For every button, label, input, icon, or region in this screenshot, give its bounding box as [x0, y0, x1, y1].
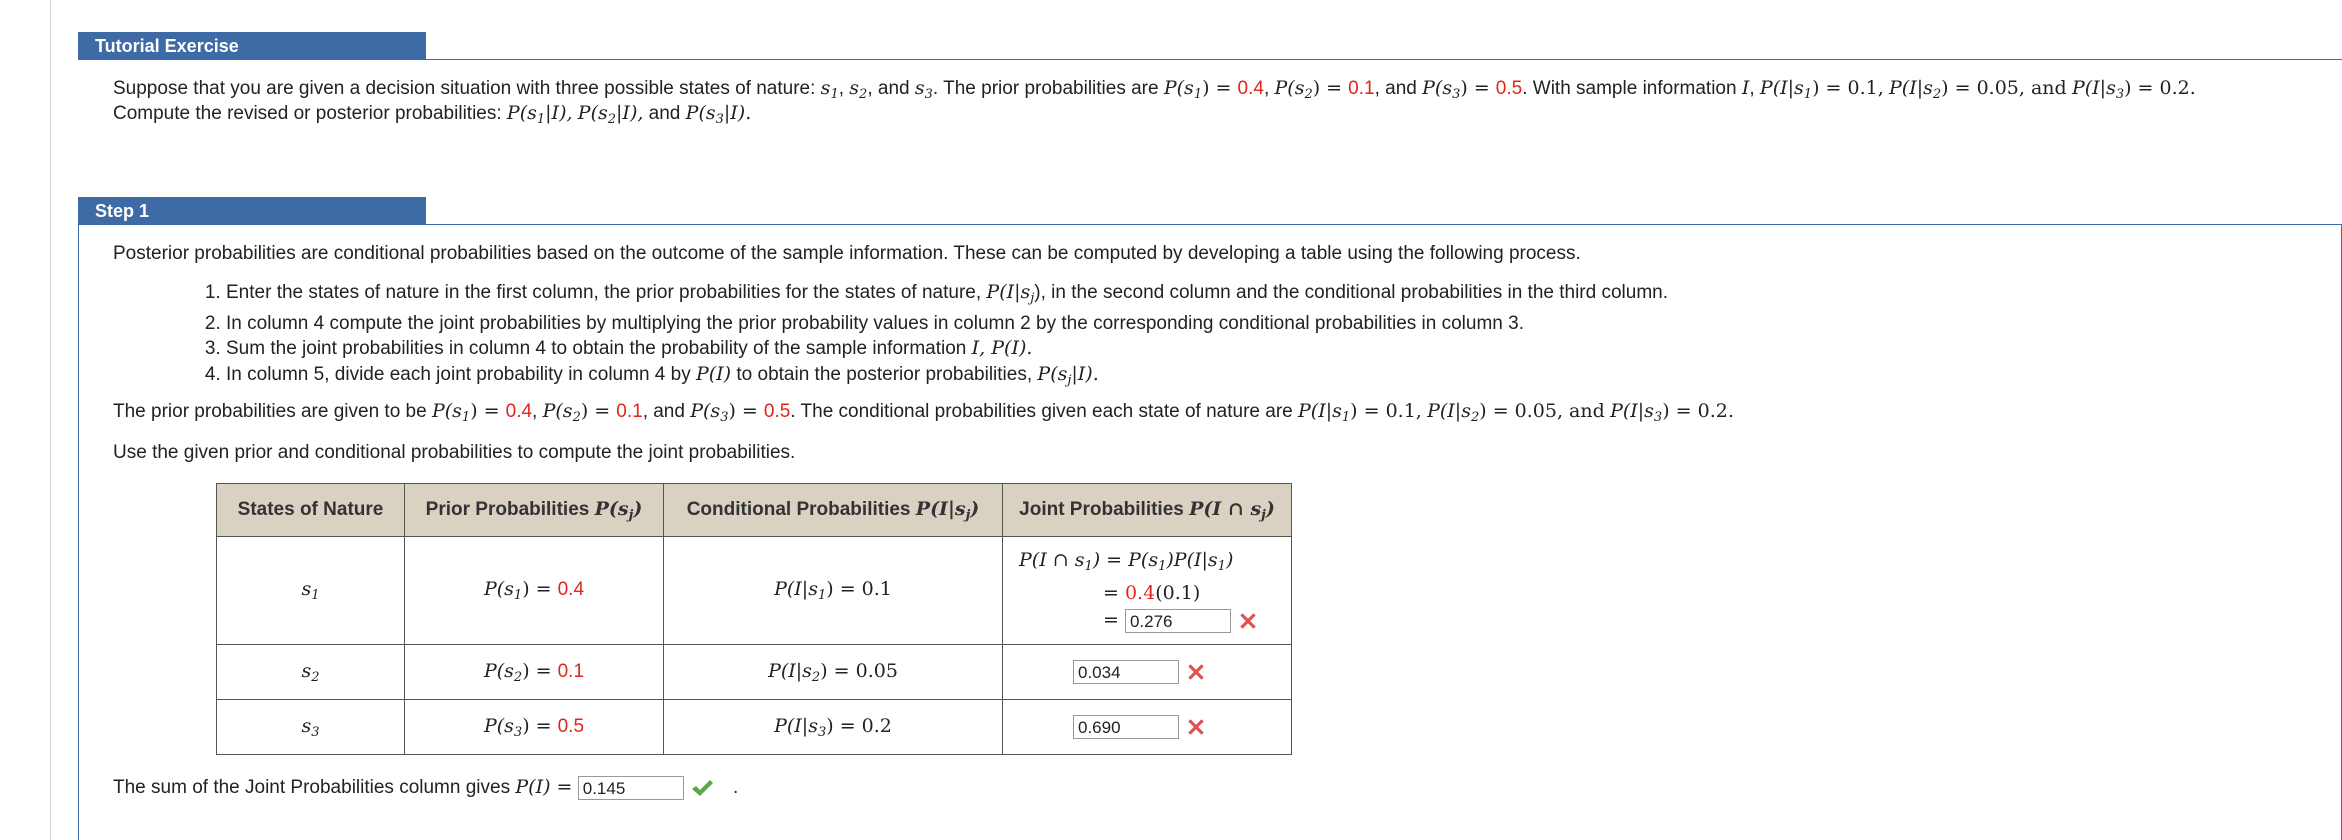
- sample-info-I: I: [1741, 77, 1750, 99]
- joint-formula: P(I ∩ $s_1) = P(s_1)P(I|s_1)$: [1019, 549, 1234, 574]
- process-step-1: 1. Enter the states of nature in the first column, the prior probabilities for the states of nature, $P(I|s_j)$, in the second column and the conditional probabilities in the third column.: [226, 280, 1668, 312]
- table-row: [217, 645, 1292, 700]
- cond-3: $P(I|s_3$: [2071, 77, 2125, 102]
- conditional-cell: $P(I|s_2) = 0.05$: [664, 645, 1003, 700]
- process-step-3: 3. Sum the joint probabilities in column 4 to obtain the probability of the sample information I, P(I).: [226, 336, 1668, 362]
- tutorial-header-rule: [426, 59, 2342, 60]
- conditional-cell: $P(I|s_1) = 0.1$: [664, 537, 1003, 645]
- process-step-2: 2. In column 4 compute the joint probabilities by multiplying the prior probability values in column 2 by the corresponding conditional probabilities in column 3.: [226, 312, 1668, 337]
- sum-input[interactable]: 0.145: [578, 776, 684, 800]
- x-mark-icon: [1237, 610, 1259, 632]
- prior-ps1-value: 0.4: [1237, 78, 1264, 99]
- prior-ps2: $P(s_2$: [1274, 77, 1313, 102]
- state-s2: $s_2$: [849, 77, 868, 102]
- header-conditional: Conditional Probabilities $P(I|s_j)$: [664, 484, 1003, 537]
- header-states: States of Nature: [217, 484, 405, 537]
- state-cell: $s_2$: [217, 645, 405, 700]
- tutorial-question-line2: Compute the revised or posterior probabilities: $P(s_1|I)$, $P(s_2|I)$, and $P(s_3|I)$.: [113, 102, 752, 127]
- use-given-line: Use the given prior and conditional probabilities to compute the joint probabilities.: [113, 442, 796, 463]
- joint-cell: [1003, 645, 1292, 700]
- joint-probability-table: [216, 483, 1292, 755]
- prior-cell: $P(s_1) = 0.4$: [405, 537, 664, 645]
- process-steps-list: [204, 280, 1668, 393]
- given-ps2-value: 0.1: [616, 401, 643, 422]
- joint-cell: [1003, 537, 1292, 645]
- step1-header: Step 1: [78, 197, 426, 225]
- cond-2: $P(I|s_2$: [1889, 77, 1942, 102]
- posterior-3: $P(s_3|I)$.: [685, 102, 752, 127]
- joint-result-line: = 0.276: [1019, 607, 1281, 634]
- x-mark-icon: [1185, 716, 1207, 738]
- header-prior: Prior Probabilities $P(s_j)$: [405, 484, 664, 537]
- step1-header-rule: [426, 224, 2342, 225]
- given-probabilities-line: The prior probabilities are given to be $P(s_1) = 0.4$, $P(s_2) = 0.1$, and $P(s_3) = 0.5$. The conditional probabilities given each state of nature are $P(I|s_1) = 0.1$, $P(I|s_2) = 0.05$, and $P(I|s_3) = 0.2$.: [113, 400, 1734, 425]
- tutorial-exercise-header: Tutorial Exercise: [78, 32, 426, 60]
- x-mark-icon: [1185, 661, 1207, 683]
- table-row: [217, 700, 1292, 755]
- header-joint: Joint Probabilities P(I ∩ $s_j$): [1003, 484, 1292, 537]
- sum-line: The sum of the Joint Probabilities column gives P(I) = 0.145 .: [113, 776, 739, 798]
- prior-cell: $P(s_2) = 0.1$: [405, 645, 664, 700]
- state-s3: $s_3$: [914, 77, 933, 102]
- conditional-cell: $P(I|s_3) = 0.2$: [664, 700, 1003, 755]
- prior-ps3-value: 0.5: [1495, 78, 1523, 99]
- prior-ps2-value: 0.1: [1348, 78, 1375, 99]
- checkmark-icon: [690, 777, 714, 799]
- cond-1: $P(I|s_1$: [1759, 77, 1813, 102]
- posterior-1: $P(s_1|I)$,: [506, 102, 573, 127]
- question-text: Suppose that you are given a decision situation with three possible states of nature:: [113, 78, 816, 99]
- left-margin-rule: [50, 0, 51, 840]
- prior-cell: $P(s_3) = 0.5$: [405, 700, 664, 755]
- joint-cell: [1003, 700, 1292, 755]
- prior-ps1: $P(s_1$: [1163, 77, 1203, 102]
- prior-ps3: $P(s_3$: [1422, 77, 1461, 102]
- state-cell: $s_1$: [217, 537, 405, 645]
- joint-input-2[interactable]: 0.034: [1073, 660, 1179, 684]
- process-step-4: 4. In column 5, divide each joint probability in column 4 by P(I) to obtain the posterior probabilities, $P(s_j|I)$.: [226, 362, 1668, 394]
- state-cell: $s_3$: [217, 700, 405, 755]
- step1-intro: Posterior probabilities are conditional probabilities based on the outcome of the sample information. These can be computed by developing a table using the following process.: [113, 243, 1581, 264]
- table-header-row: [217, 484, 1292, 537]
- given-ps1-value: 0.4: [505, 401, 533, 422]
- tutorial-question-line1: Suppose that you are given a decision situation with three possible states of nature: $s_1$, $s_2$, and $s_3$. The prior probabilities are $P(s_1) = 0.4$, $P(s_2) = 0.1$, and $P(s_3) = 0.5$. With sample information I, $P(I|s_1) = 0.1$, $P(I|s_2) = 0.05$, and $P(I|s_3) = 0.2$.: [113, 77, 2196, 102]
- joint-substitution: = 0.4(0.1): [1103, 582, 1201, 604]
- state-s1: $s_1$: [820, 77, 839, 102]
- posterior-2: $P(s_2|I)$,: [577, 102, 644, 127]
- table-row: [217, 537, 1292, 645]
- joint-input-3[interactable]: 0.690: [1073, 715, 1179, 739]
- joint-input-1[interactable]: 0.276: [1125, 609, 1231, 633]
- given-ps3-value: 0.5: [763, 401, 791, 422]
